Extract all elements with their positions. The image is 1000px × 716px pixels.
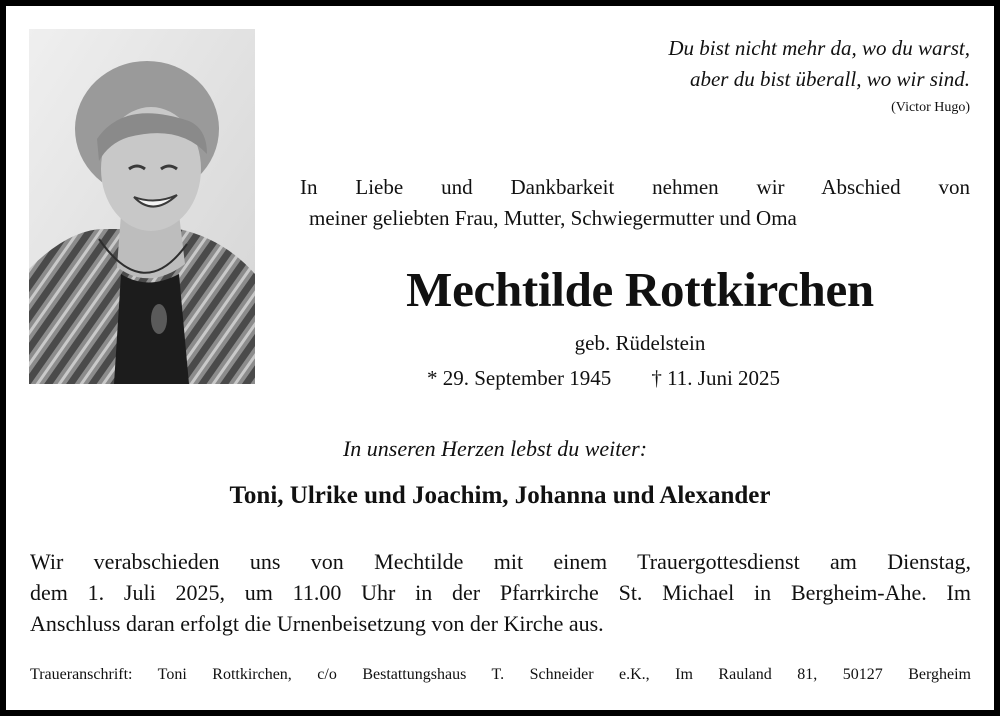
quote-author: (Victor Hugo) — [891, 100, 970, 115]
service-line-2: dem 1. Juli 2025, um 11.00 Uhr in der Pfarrkirche St. Michael in Bergheim-Ahe. Im — [30, 580, 971, 605]
maiden-name: geb. Rüdelstein — [574, 331, 706, 355]
birth-date: * 29. September 1945 — [427, 366, 612, 390]
service-line-1: Wir verabschieden uns von Mechtilde mit einem Trauergottesdienst am Dienstag, — [30, 549, 971, 574]
mourners-intro: In unseren Herzen lebst du weiter: — [342, 436, 648, 461]
service-line-3: Anschluss daran erfolgt die Urnenbeisetzung von der Kirche aus. — [30, 611, 604, 636]
mourners-names: Toni, Ulrike und Joachim, Johanna und Alexander — [229, 482, 771, 509]
intro-line-2: meiner geliebten Frau, Mutter, Schwiegermutter und Oma — [309, 206, 797, 230]
mourning-address: Traueranschrift: Toni Rottkirchen, c/o Bestattungshaus T. Schneider e.K., Im Rauland 81, 50127 Bergheim — [30, 666, 971, 683]
quote-line-2: aber du bist überall, wo wir sind. — [689, 67, 970, 91]
portrait-photo-icon — [29, 29, 255, 384]
deceased-name: Mechtilde Rottkirchen — [406, 262, 874, 317]
intro-line-1: In Liebe und Dankbarkeit nehmen wir Abschied von — [300, 175, 970, 199]
death-date: † 11. Juni 2025 — [651, 366, 781, 390]
farewell-intro — [300, 172, 970, 234]
portrait-photo — [29, 29, 255, 384]
quote-line-1: Du bist nicht mehr da, wo du warst, — [668, 36, 970, 60]
epigraph-quote — [668, 33, 970, 95]
service-announcement — [30, 546, 971, 639]
life-dates — [427, 364, 780, 392]
